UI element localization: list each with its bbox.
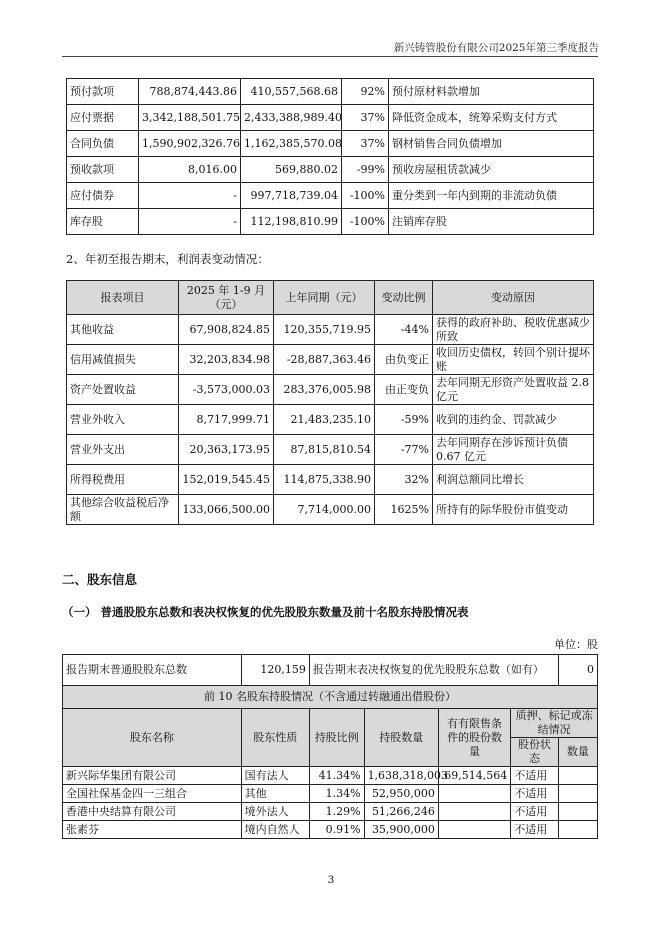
- row-reason: 收回历史债权，转回个别计提坏账: [433, 345, 594, 375]
- row-change: 92%: [342, 79, 389, 105]
- shareholder-name: 张素芬: [63, 821, 242, 839]
- shareholder-table: [62, 654, 598, 839]
- row-current: 152,019,545.45: [179, 465, 274, 495]
- row-reason: 获得的政府补助、税收优惠减少所致: [433, 315, 594, 345]
- row-item: 预收款项: [67, 157, 139, 183]
- row-current: 67,908,824.85: [179, 315, 274, 345]
- row-reason: 利润总额同比增长: [433, 465, 594, 495]
- holding-ratio: 1.34%: [309, 785, 364, 803]
- row-item: 其他收益: [67, 315, 179, 345]
- row-current: 8,016.00: [139, 157, 241, 183]
- row-item: 信用减值损失: [67, 345, 179, 375]
- total-holders-value: 120,159: [241, 655, 309, 686]
- col-header-change: 变动比例: [375, 281, 433, 315]
- table-row: [67, 209, 594, 235]
- income-section-title: 2、年初至报告期末，利润表变动情况：: [66, 252, 269, 266]
- row-change: -100%: [342, 183, 389, 209]
- table-row: [63, 767, 598, 785]
- row-reason: 去年同期存在涉诉预计负债 0.67 亿元: [433, 435, 594, 465]
- holding-ratio: 41.34%: [309, 767, 364, 785]
- row-reason: 降低资金成本，统筹采购支付方式: [389, 105, 594, 131]
- row-item: 所得税费用: [67, 465, 179, 495]
- holding-qty: 35,900,000: [364, 821, 438, 839]
- col-shareholder-name: 股东名称: [63, 709, 242, 767]
- row-item: 其他综合收益税后净额: [67, 495, 179, 525]
- table-row: [67, 79, 594, 105]
- col-holding-ratio: 持股比例: [309, 709, 364, 767]
- header-divider: [62, 56, 598, 57]
- report-header-title: 新兴铸管股份有限公司2025年第三季度报告: [393, 42, 599, 54]
- row-previous: 112,198,810.99: [241, 209, 342, 235]
- row-current: 20,363,173.95: [179, 435, 274, 465]
- row-previous: 7,714,000.00: [274, 495, 375, 525]
- row-change: -77%: [375, 435, 433, 465]
- shareholder-name: 新兴际华集团有限公司: [63, 767, 242, 785]
- top10-caption-row: [63, 686, 598, 709]
- row-current: -: [139, 183, 241, 209]
- table-row: [67, 157, 594, 183]
- row-previous: 21,483,235.10: [274, 405, 375, 435]
- row-reason: 注销库存股: [389, 209, 594, 235]
- table-row: [67, 315, 594, 345]
- row-previous: 1,162,385,570.08: [241, 131, 342, 157]
- col-header-item: 报表项目: [67, 281, 179, 315]
- row-current: 1,590,902,326.76: [139, 131, 241, 157]
- table-row: [63, 821, 598, 839]
- top10-caption: 前 10 名股东持股情况（不含通过转融通出借股份）: [63, 686, 598, 709]
- col-shareholder-nature: 股东性质: [241, 709, 309, 767]
- shareholder-nature: 其他: [241, 785, 309, 803]
- share-status: 不适用: [511, 767, 559, 785]
- row-item: 营业外收入: [67, 405, 179, 435]
- col-header-previous: 上年同期（元）: [274, 281, 375, 315]
- table-row: [67, 131, 594, 157]
- holding-qty: 1,638,318,003: [364, 767, 438, 785]
- col-restricted-qty: 有有限售条件的股份数量: [438, 709, 510, 767]
- table-row: [67, 105, 594, 131]
- restricted-qty: [438, 803, 510, 821]
- holding-ratio: 0.91%: [309, 821, 364, 839]
- row-reason: 重分类到一年内到期的非流动负债: [389, 183, 594, 209]
- row-reason: 预付原材料款增加: [389, 79, 594, 105]
- row-change: -100%: [342, 209, 389, 235]
- row-change: 32%: [375, 465, 433, 495]
- shareholder-nature: 国有法人: [241, 767, 309, 785]
- table-row: [67, 183, 594, 209]
- row-current: 788,874,443.86: [139, 79, 241, 105]
- row-item: 资产处置收益: [67, 375, 179, 405]
- shareholder-heading: 二、股东信息: [62, 572, 138, 587]
- row-current: -: [139, 209, 241, 235]
- row-item: 应付票据: [67, 105, 139, 131]
- row-current: 133,066,500.00: [179, 495, 274, 525]
- row-previous: 410,557,568.68: [241, 79, 342, 105]
- share-status: 不适用: [511, 821, 559, 839]
- pledge-amount: [558, 767, 597, 785]
- pledge-amount: [558, 785, 597, 803]
- unit-label: 单位：股: [554, 638, 598, 651]
- income-change-table: [66, 280, 594, 525]
- table-row: [63, 785, 598, 803]
- shareholder-name: 全国社保基金四一三组合: [63, 785, 242, 803]
- share-status: 不适用: [511, 785, 559, 803]
- row-change: 由正变负: [375, 375, 433, 405]
- row-reason: 所持有的际华股份市值变动: [433, 495, 594, 525]
- row-reason: 收到的违约金、罚款减少: [433, 405, 594, 435]
- holding-qty: 51,266,246: [364, 803, 438, 821]
- col-share-status: 股份状态: [511, 738, 559, 767]
- restricted-qty: [438, 821, 510, 839]
- row-change: 1625%: [375, 495, 433, 525]
- shareholder-nature: 境内自然人: [241, 821, 309, 839]
- row-previous: 283,376,005.98: [274, 375, 375, 405]
- col-pledge-group: 质押、标记或冻结情况: [511, 709, 598, 738]
- row-item: 营业外支出: [67, 435, 179, 465]
- table-row: [67, 345, 594, 375]
- row-previous: 87,815,810.54: [274, 435, 375, 465]
- table-row: [63, 803, 598, 821]
- pref-holders-label: 报告期末表决权恢复的优先股股东总数（如有）: [309, 655, 558, 686]
- col-header-current: 2025 年 1-9 月（元）: [179, 281, 274, 315]
- balance-change-table: [66, 78, 594, 235]
- row-change: 37%: [342, 105, 389, 131]
- row-change: -44%: [375, 315, 433, 345]
- row-change: 37%: [342, 131, 389, 157]
- row-change: -59%: [375, 405, 433, 435]
- table-row: [67, 405, 594, 435]
- shareholder-subheading: （一） 普通股股东总数和表决权恢复的优先股股东数量及前十名股东持股情况表: [62, 605, 469, 619]
- shareholder-name: 香港中央结算有限公司: [63, 803, 242, 821]
- share-status: 不适用: [511, 803, 559, 821]
- row-previous: 2,433,388,989.40: [241, 105, 342, 131]
- table-row: [67, 435, 594, 465]
- row-current: 8,717,999.71: [179, 405, 274, 435]
- col-header-reason: 变动原因: [433, 281, 594, 315]
- row-change: 由负变正: [375, 345, 433, 375]
- row-previous: 120,355,719.95: [274, 315, 375, 345]
- row-item: 合同负债: [67, 131, 139, 157]
- row-current: 3,342,188,501.75: [139, 105, 241, 131]
- restricted-qty: [438, 785, 510, 803]
- row-item: 应付债券: [67, 183, 139, 209]
- row-previous: -28,887,363.46: [274, 345, 375, 375]
- shareholder-nature: 境外法人: [241, 803, 309, 821]
- row-reason: 去年同期无形资产处置收益 2.8 亿元: [433, 375, 594, 405]
- row-current: -3,573,000.03: [179, 375, 274, 405]
- holding-qty: 52,950,000: [364, 785, 438, 803]
- income-header-row: [67, 281, 594, 315]
- row-item: 预付款项: [67, 79, 139, 105]
- pledge-amount: [558, 803, 597, 821]
- row-change: -99%: [342, 157, 389, 183]
- row-previous: 997,718,739.04: [241, 183, 342, 209]
- holding-ratio: 1.29%: [309, 803, 364, 821]
- pledge-amount: [558, 821, 597, 839]
- row-item: 库存股: [67, 209, 139, 235]
- total-holders-row: [63, 655, 598, 686]
- row-reason: 钢材销售合同负债增加: [389, 131, 594, 157]
- col-holding-qty: 持股数量: [364, 709, 438, 767]
- table-row: [67, 495, 594, 525]
- total-holders-label: 报告期末普通股股东总数: [63, 655, 242, 686]
- restricted-qty: 69,514,564: [438, 767, 510, 785]
- table-row: [67, 375, 594, 405]
- row-reason: 预收房屋租赁款减少: [389, 157, 594, 183]
- row-previous: 569,880.02: [241, 157, 342, 183]
- page-number: 3: [327, 874, 335, 886]
- col-pledge-amount: 数量: [558, 738, 597, 767]
- shareholder-header-row: [63, 709, 598, 738]
- row-previous: 114,875,338.90: [274, 465, 375, 495]
- table-row: [67, 465, 594, 495]
- pref-holders-value: 0: [558, 655, 597, 686]
- row-current: 32,203,834.98: [179, 345, 274, 375]
